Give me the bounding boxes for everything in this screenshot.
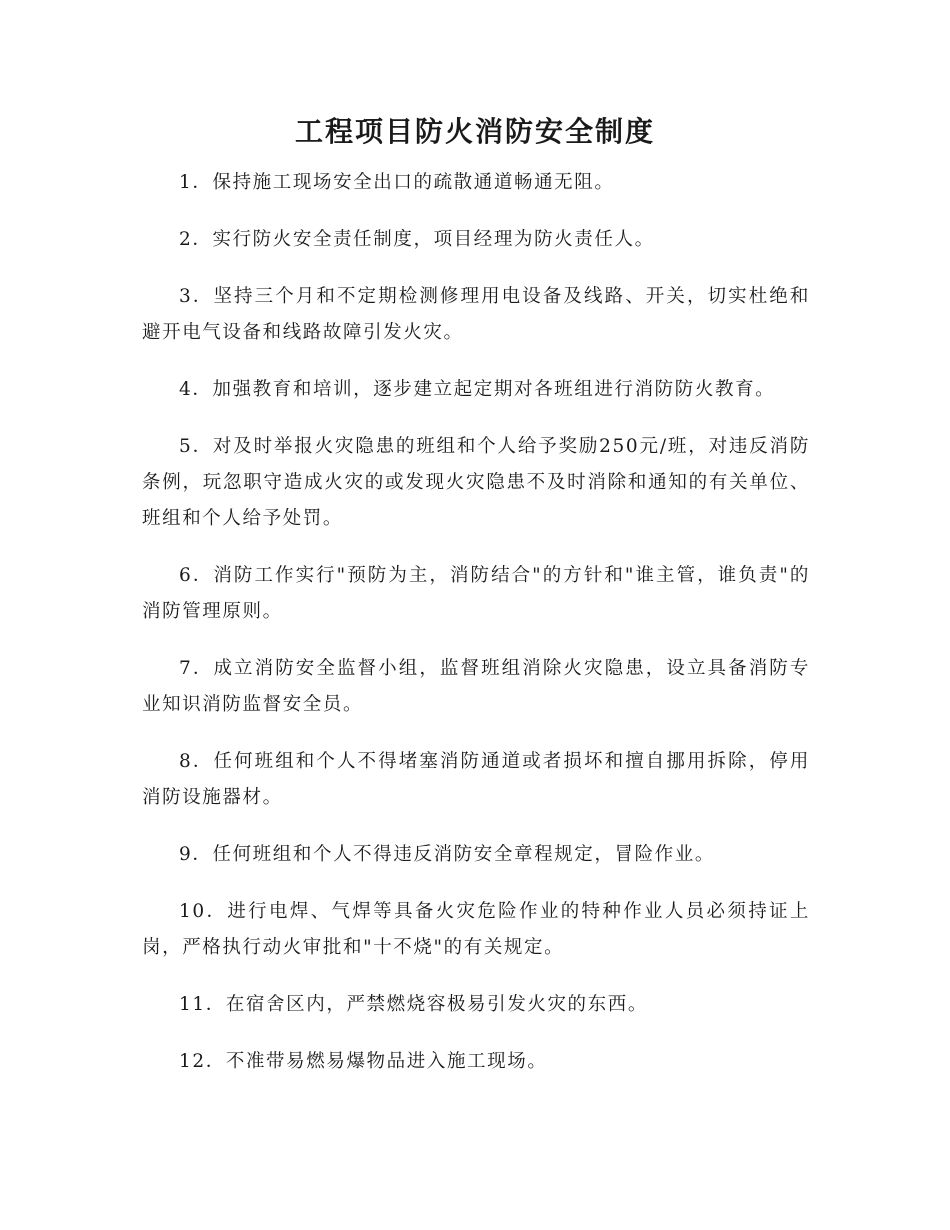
document-body [142,165,810,1101]
paragraph-4: 4．加强教育和培训，逐步建立起定期对各班组进行消防防火教育。 [179,379,776,400]
paragraph-12: 12．不准带易燃易爆物品进入施工现场。 [179,1051,548,1072]
document-title: 工程项目防火消防安全制度 [294,115,655,148]
paragraph-3: 3．坚持三个月和不定期检测修理用电设备及线路、开关，切实杜绝和避开电气设备和线路故障引发火灾。 [142,286,810,343]
paragraph-7: 7．成立消防安全监督小组，监督班组消除火灾隐患，设立具备消防专业知识消防监督安全员。 [142,658,810,715]
paragraph-5: 5．对及时举报火灾隐患的班组和个人给予奖励250元/班，对违反消防条例，玩忽职守造成火灾的或发现火灾隐患不及时消除和通知的有关单位、班组和个人给予处罚。 [142,436,810,529]
paragraph-8: 8．任何班组和个人不得堵塞消防通道或者损坏和擅自挪用拆除，停用消防设施器材。 [142,751,810,808]
paragraph-9: 9．任何班组和个人不得违反消防安全章程规定，冒险作业。 [179,844,715,865]
paragraph-6: 6．消防工作实行"预防为主，消防结合"的方针和"谁主管，谁负责"的消防管理原则。 [142,565,810,622]
paragraph-10: 10．进行电焊、气焊等具备火灾危险作业的特种作业人员必须持证上岗，严格执行动火审批和"十不烧"的有关规定。 [142,901,810,958]
paragraph-1: 1．保持施工现场安全出口的疏散通道畅通无阻。 [179,172,615,193]
paragraph-2: 2．实行防火安全责任制度，项目经理为防火责任人。 [179,229,655,250]
paragraph-11: 11．在宿舍区内，严禁燃烧容极易引发火灾的东西。 [179,994,648,1015]
